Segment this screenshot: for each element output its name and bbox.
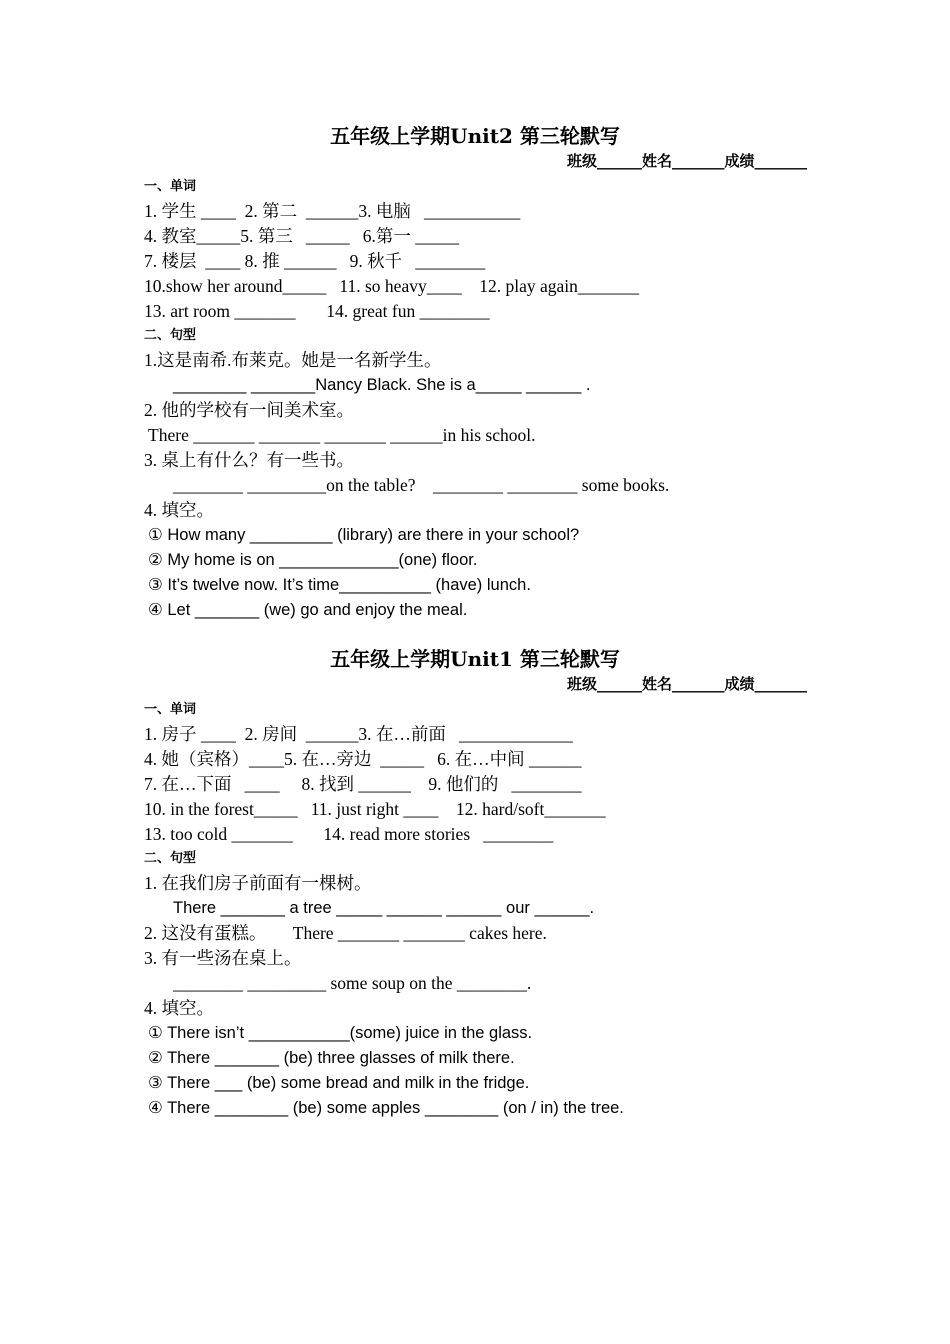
unit1-sentences-heading: 二、句型 [144, 851, 197, 866]
unit2-sentence-line: 4. 填空。 [144, 500, 214, 520]
unit1-fill-line: ③ There ___ (be) some bread and milk in the fridge. [148, 1074, 530, 1092]
unit2-sentence-line: There _______ _______ _______ ______in his school. [144, 425, 536, 445]
unit1-sentence-line: There _______ a tree _____ ______ ______ our ______. [173, 899, 595, 917]
unit2-word-line: 7. 楼层 ____ 8. 推 ______ 9. 秋千 ________ [144, 251, 486, 271]
unit2-fill-line: ④ Let _______ (we) go and enjoy the meal. [148, 601, 468, 619]
unit1-word-line: 13. too cold _______ 14. read more stories ________ [144, 824, 554, 844]
unit1-fill-line: ② There _______ (be) three glasses of milk there. [148, 1049, 515, 1067]
unit2-sentence-line: ________ _________on the table? ________ ________ some books. [173, 475, 670, 495]
unit2-title: 五年级上学期Unit2 第三轮默写 [330, 124, 620, 148]
unit2-fill-line: ① How many _________ (library) are there in your school? [148, 526, 580, 544]
unit1-sentence-line: 4. 填空。 [144, 998, 214, 1018]
unit1-sentence-line: ________ _________ some soup on the ________. [173, 973, 532, 993]
unit1-word-line: 1. 房子 ____ 2. 房间 ______3. 在…前面 _____________ [144, 724, 573, 744]
unit1-fill-line: ① There isn’t ___________(some) juice in the glass. [148, 1024, 533, 1042]
unit2-word-line: 13. art room _______ 14. great fun ________ [144, 301, 490, 321]
unit2-sentence-line: 3. 桌上有什么？有一些书。 [144, 450, 354, 470]
unit1-sentence-line: 3. 有一些汤在桌上。 [144, 948, 302, 968]
unit1-student-info: 班级______姓名_______成绩_______ [566, 675, 807, 693]
unit1-word-line: 7. 在…下面 ____ 8. 找到 ______ 9. 他们的 ________ [144, 774, 582, 794]
unit1-word-line: 10. in the forest_____ 11. just right ____ 12. hard/soft_______ [144, 799, 606, 819]
unit2-fill-line: ② My home is on _____________(one) floor. [148, 551, 478, 569]
unit1-title: 五年级上学期Unit1 第三轮默写 [330, 647, 620, 671]
unit2-sentences-heading: 二、句型 [144, 328, 197, 343]
unit2-word-line: 4. 教室_____5. 第三 _____ 6.第一 _____ [144, 226, 459, 246]
unit1-word-line: 4. 她（宾格）____5. 在…旁边 _____ 6. 在…中间 ______ [144, 749, 582, 769]
unit2-sentence-line: 1.这是南希.布莱克。她是一名新学生。 [144, 350, 442, 370]
unit1-fill-line: ④ There ________ (be) some apples ________ (on / in) the tree. [148, 1099, 624, 1117]
unit2-student-info: 班级______姓名_______成绩_______ [566, 152, 807, 170]
unit1-words-heading: 一、单词 [144, 702, 197, 717]
unit2-sentence-line: ________ _______Nancy Black. She is a_____ ______ . [173, 376, 591, 394]
unit1-sentence-line: 2. 这没有蛋糕。 There _______ _______ cakes here. [144, 923, 547, 943]
unit2-word-line: 10.show her around_____ 11. so heavy____ 12. play again_______ [144, 276, 640, 296]
unit2-word-line: 1. 学生 ____ 2. 第二 ______3. 电脑 ___________ [144, 201, 521, 221]
unit1-sentence-line: 1. 在我们房子前面有一棵树。 [144, 873, 372, 893]
unit2-sentence-line: 2. 他的学校有一间美术室。 [144, 400, 354, 420]
unit2-words-heading: 一、单词 [144, 179, 197, 194]
unit2-fill-line: ③ It’s twelve now. It’s time__________ (have) lunch. [148, 576, 531, 594]
